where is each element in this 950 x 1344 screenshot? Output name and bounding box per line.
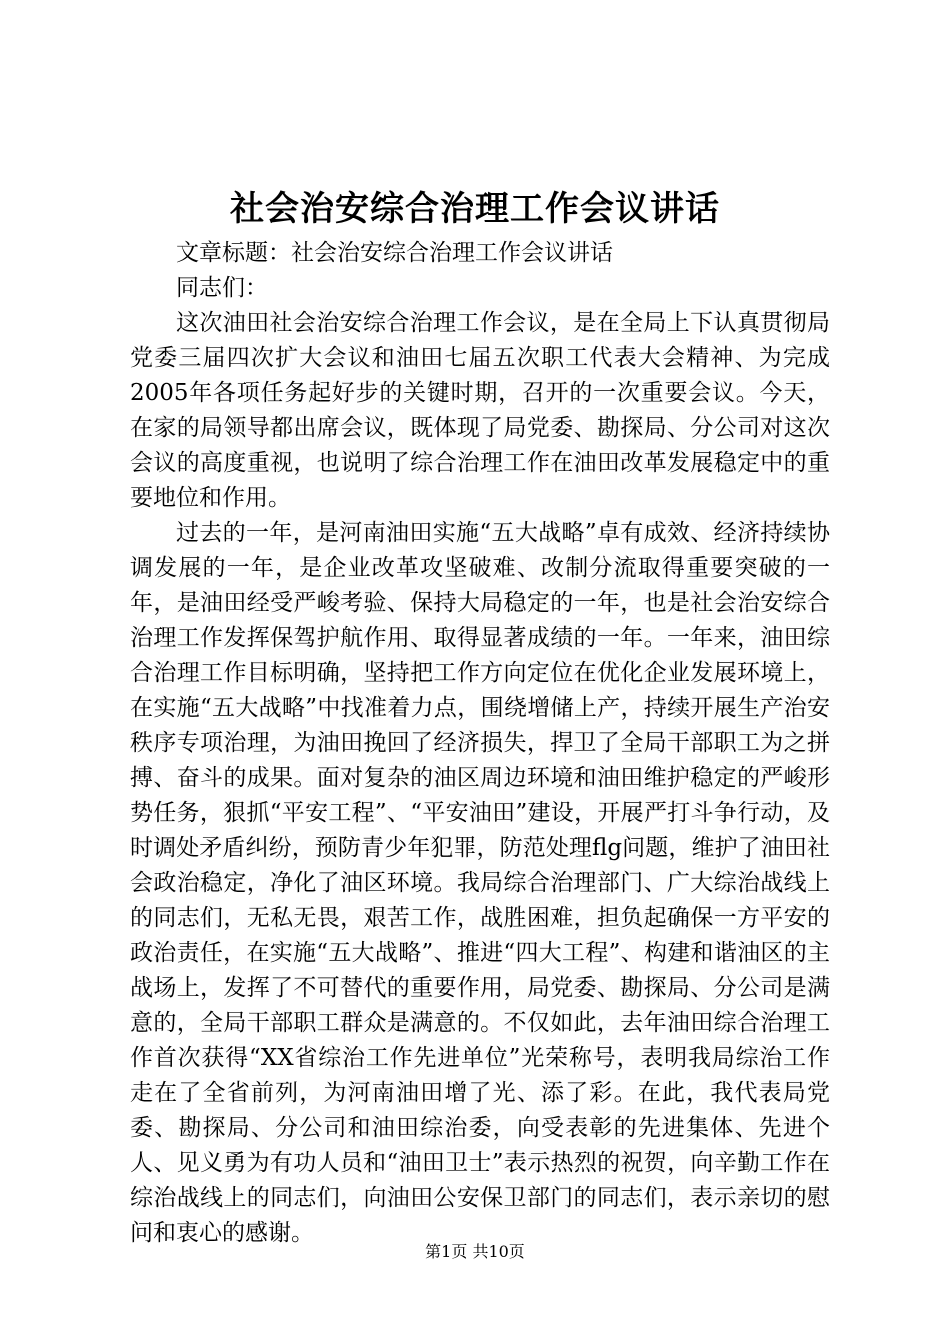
paragraph-1: 这次油田社会治安综合治理工作会议，是在全局上下认真贯彻局党委三届四次扩大会议和油田七届五次职工代表大会精神、为完成2005年各项任务起好步的关键时期，召开的一次重要会议。今天，在家的局领导都出席会议，既体现了局党委、勘探局、分公司对这次会议的高度重视，也说明了综合治理工作在油田改革发展稳定中的重要地位和作用。 xyxy=(130,310,830,511)
salutation: 同志们： xyxy=(176,275,268,301)
document-body xyxy=(130,236,830,1251)
article-title-line: 文章标题：社会治安综合治理工作会议讲话 xyxy=(176,240,613,266)
document-title: 社会治安综合治理工作会议讲话 xyxy=(230,189,720,229)
page-footer: 第1页 共10页 xyxy=(425,1242,525,1261)
paragraph-2: 过去的一年，是河南油田实施“五大战略”卓有成效、经济持续协调发展的一年，是企业改革攻坚破难、改制分流取得重要突破的一年，是油田经受严峻考验、保持大局稳定的一年，也是社会治安综合治理工作发挥保驾护航作用、取得显著成绩的一年。一年来，油田综合治理工作目标明确，坚持把工作方向定位在优化企业发展环境上，在实施“五大战略”中找准着力点，围绕增储上产，持续开展生产治安秩序专项治理，为油田挽回了经济损失，捍卫了全局干部职工为之拼搏、奋斗的成果。面对复杂的油区周边环境和油田维护稳定的严峻形势任务，狠抓“平安工程”、“平安油田”建设，开展严打斗争行动，及时调处矛盾纠纷，预防青少年犯罪，防范处理flg问题，维护了油田社会政治稳定，净化了油区环境。我局综合治理部门、广大综治战线上的同志们，无私无畏，艰苦工作，战胜困难，担负起确保一方平安的政治责任，在实施“五大战略”、推进“四大工程”、构建和谐油区的主战场上，发挥了不可替代的重要作用，局党委、勘探局、分公司是满意的，全局干部职工群众是满意的。不仅如此，去年油田综合治理工作首次获得“XX省综治工作先进单位”光荣称号，表明我局综治工作走在了全省前列，为河南油田增了光、添了彩。在此，我代表局党委、勘探局、分公司和油田综治委，向受表彰的先进集体、先进个人、见义勇为有功人员和“油田卫士”表示热烈的祝贺，向辛勤工作在综治战线上的同志们，向油田公安保卫部门的同志们，表示亲切的慰问和衷心的感谢。 xyxy=(130,520,830,1246)
